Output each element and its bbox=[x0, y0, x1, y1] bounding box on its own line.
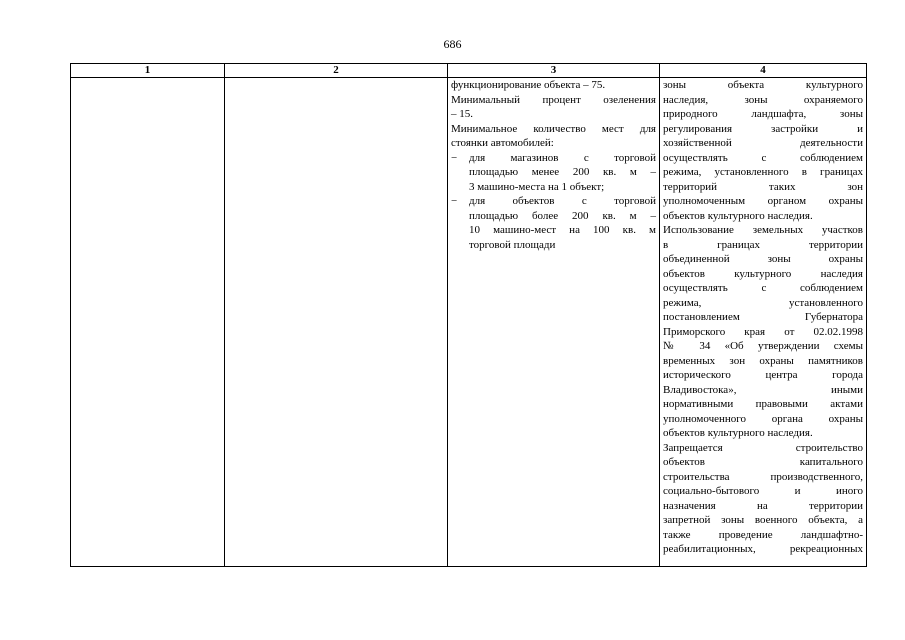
col4-line: регулирования застройки и bbox=[663, 122, 863, 135]
col4-line: нормативными правовыми актами bbox=[663, 398, 863, 410]
col3-line: Минимальное количество мест для bbox=[451, 122, 656, 135]
col4-line: режима, установленного в границах bbox=[663, 166, 863, 178]
col4-line: в границах территории bbox=[663, 238, 863, 251]
col4-line: осуществлять с соблюдением bbox=[663, 151, 863, 164]
col4-line: запретной зоны военного объекта, а bbox=[663, 514, 863, 526]
col4-line: строительства производственного, bbox=[663, 470, 863, 483]
col4-line: исторического центра города bbox=[663, 369, 863, 381]
col4-line: уполномоченным органом охраны bbox=[663, 195, 863, 207]
col4-line: объектов культурного наследия. bbox=[663, 427, 813, 439]
cell-column-4 bbox=[660, 78, 867, 567]
col3-line: стоянки автомобилей: bbox=[451, 137, 554, 149]
col4-text-block bbox=[663, 78, 863, 557]
col4-line: объектов культурного наследия. bbox=[663, 209, 813, 222]
col4-line: временных зон охраны памятников bbox=[663, 354, 863, 367]
regulation-table bbox=[70, 63, 867, 567]
col4-line: природного ландшафта, зоны bbox=[663, 108, 863, 120]
col4-line: социально-бытового и иного bbox=[663, 485, 863, 497]
col4-line: Запрещается строительство bbox=[663, 441, 863, 454]
cell-column-2 bbox=[225, 78, 448, 567]
col4-line: реабилитационных, рекреационных bbox=[663, 543, 863, 555]
col3-line: функционирование объекта – 75. bbox=[451, 79, 606, 91]
col4-line: уполномоченного органа охраны bbox=[663, 412, 863, 425]
page-number: 686 bbox=[443, 37, 462, 51]
col4-line: зоны объекта культурного bbox=[663, 79, 863, 91]
bullet-text: для объектов с торговой bbox=[469, 195, 656, 207]
bullet-line: площадью более 200 кв. м – bbox=[469, 209, 656, 222]
column-header-4: 4 bbox=[660, 64, 867, 78]
column-header-3: 3 bbox=[448, 64, 660, 78]
col4-line: режима, установленного bbox=[663, 296, 863, 309]
col4-line: осуществлять с соблюдением bbox=[663, 282, 863, 294]
bullet-dash-icon: − bbox=[451, 195, 458, 207]
col4-line: № 34 «Об утверждении схемы bbox=[663, 340, 863, 352]
col4-line: также проведение ландшафтно- bbox=[663, 528, 863, 541]
col4-line: хозяйственной деятельности bbox=[663, 137, 863, 149]
col4-line: назначения на территории bbox=[663, 499, 863, 512]
col4-line: объектов капитального bbox=[663, 456, 863, 468]
col4-line: территорий таких зон bbox=[663, 180, 863, 193]
col4-line: Владивостока», иными bbox=[663, 383, 863, 396]
bullet-item bbox=[451, 151, 656, 166]
col4-line: Приморского края от 02.02.1998 bbox=[663, 325, 863, 338]
bullet-line: 3 машино-места на 1 объект; bbox=[469, 180, 605, 193]
table-row bbox=[71, 78, 867, 567]
col4-line: постановлением Губернатора bbox=[663, 311, 863, 323]
bullet-dash-icon: − bbox=[451, 151, 458, 164]
bullet-text: для магазинов с торговой bbox=[469, 151, 656, 164]
cell-column-3 bbox=[448, 78, 660, 567]
table-header-row bbox=[71, 64, 867, 78]
col3-line: Минимальный процент озеленения bbox=[451, 93, 656, 106]
column-header-2: 2 bbox=[225, 64, 448, 78]
bullet-line: торговой площади bbox=[469, 238, 556, 251]
bullet-line: площадью менее 200 кв. м – bbox=[469, 166, 656, 178]
col3-line: – 15. bbox=[451, 108, 473, 120]
bullet-item bbox=[451, 194, 656, 209]
col4-line: Использование земельных участков bbox=[663, 224, 863, 236]
cell-column-1 bbox=[71, 78, 225, 567]
column-header-1: 1 bbox=[71, 64, 225, 78]
col4-line: объектов культурного наследия bbox=[663, 267, 863, 280]
col4-line: наследия, зоны охраняемого bbox=[663, 93, 863, 106]
col4-line: объединенной зоны охраны bbox=[663, 253, 863, 265]
bullet-line: 10 машино-мест на 100 кв. м bbox=[469, 224, 656, 236]
